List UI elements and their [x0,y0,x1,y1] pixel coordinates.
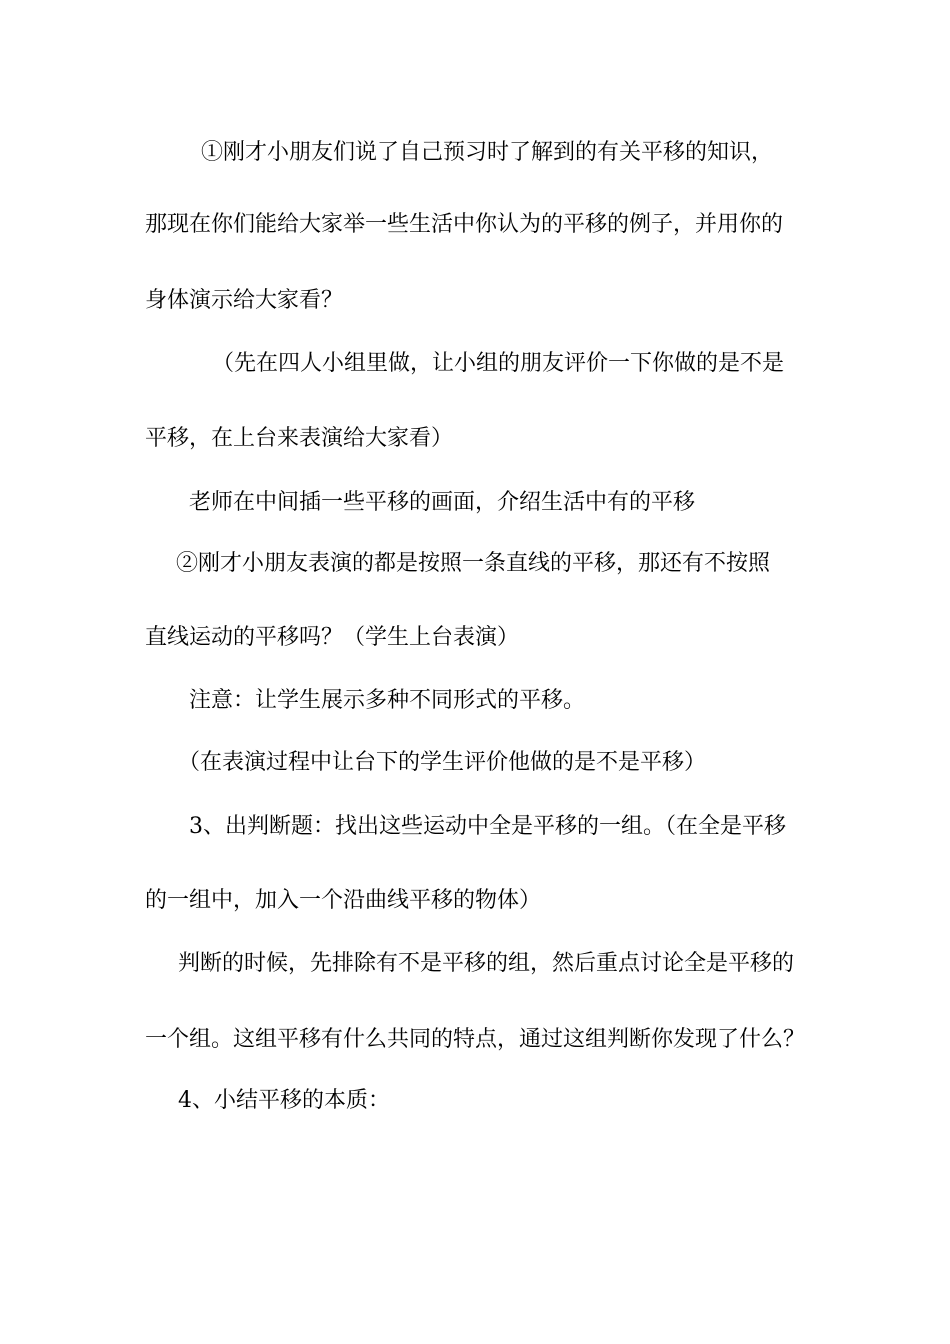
text-line-14: 一个组。这组平移有什么共同的特点，通过这组判断你发现了什么？ [145,1027,806,1052]
text-line-13: 判断的时候，先排除有不是平移的组，然后重点讨论全是平移的 [178,951,795,976]
text-line-10: （在表演过程中让台下的学生评价他做的是不是平移） [178,750,707,775]
text-line-4: （先在四人小组里做，让小组的朋友评价一下你做的是不是 [212,351,785,376]
text-line-6: 老师在中间插一些平移的画面，介绍生活中有的平移 [189,490,696,515]
text-line-11: 3、出判断题：找出这些运动中全是平移的一组。（在全是平移 [189,814,786,839]
text-line-15: 4、小结平移的本质： [178,1088,390,1113]
text-line-2: 那现在你们能给大家举一些生活中你认为的平移的例子，并用你的 [145,212,784,237]
text-line-3: 身体演示给大家看？ [145,288,344,313]
text-line-12: 的一组中，加入一个沿曲线平移的物体） [145,888,542,913]
text-line-1: ①刚才小朋友们说了自己预习时了解到的有关平移的知识， [201,140,774,165]
text-line-8: 直线运动的平移吗？（学生上台表演） [145,625,520,650]
text-line-5: 平移，在上台来表演给大家看） [145,426,454,451]
text-line-7: ②刚才小朋友表演的都是按照一条直线的平移，那还有不按照 [176,551,771,576]
text-line-9: 注意：让学生展示多种不同形式的平移。 [189,688,586,713]
